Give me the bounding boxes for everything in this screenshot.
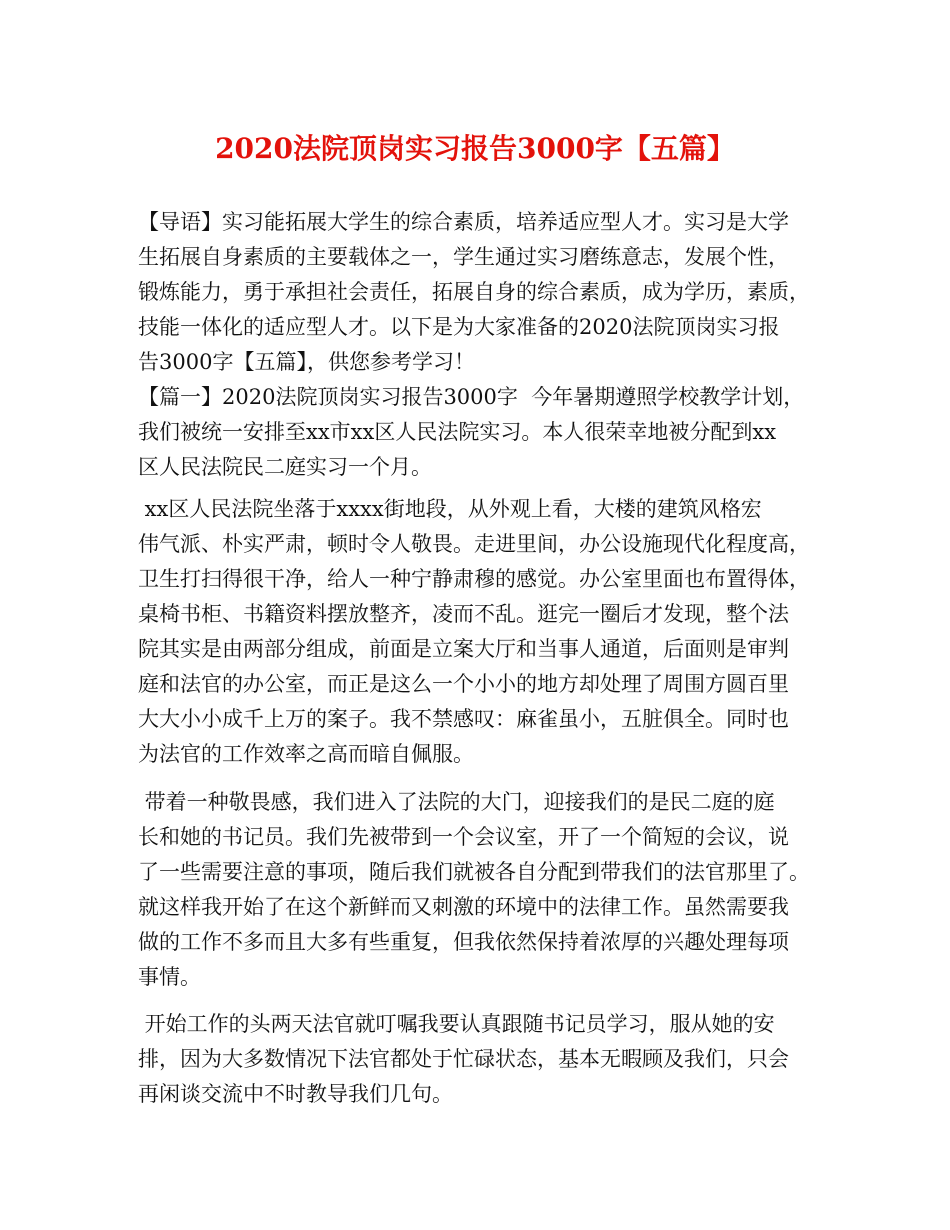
body-line: 事情。 <box>138 965 201 989</box>
body-line: 技能一体化的适应型人才。以下是为大家准备的2020法院顶岗实习报 <box>138 315 780 339</box>
body-line: 伟气派、朴实严肃，顿时令人敬畏。走进里间，办公设施现代化程度高， <box>138 532 810 556</box>
body-line: 我们被统一安排至xx市xx区人民法院实习。本人很荣幸地被分配到xx <box>138 420 777 444</box>
body-line: 院其实是由两部分组成，前面是立案大厅和当事人通道，后面则是审判 <box>138 637 789 661</box>
body-line: 长和她的书记员。我们先被带到一个会议室，开了一个简短的会议，说 <box>138 825 789 849</box>
body-line: 庭和法官的办公室，而正是这么一个小小的地方却处理了周围方圆百里 <box>138 672 789 696</box>
body-line: 了一些需要注意的事项，随后我们就被各自分配到带我们的法官那里了。 <box>138 860 810 884</box>
document-title: 2020法院顶岗实习报告3000字【五篇】 <box>215 132 735 165</box>
body-line: 卫生打扫得很干净，给人一种宁静肃穆的感觉。办公室里面也布置得体， <box>138 567 810 591</box>
body-line: 再闲谈交流中不时教导我们几句。 <box>138 1082 453 1106</box>
body-line: 开始工作的头两天法官就叮嘱我要认真跟随书记员学习，服从她的安 <box>138 1012 775 1036</box>
body-line: 做的工作不多而且大多有些重复，但我依然保持着浓厚的兴趣处理每项 <box>138 930 789 954</box>
body-line: 大大小小成千上万的案子。我不禁感叹：麻雀虽小，五脏俱全。同时也 <box>138 707 789 731</box>
body-line: xx区人民法院坐落于xxxx街地段，从外观上看，大楼的建筑风格宏 <box>138 497 762 521</box>
body-line: 告3000字【五篇】，供您参考学习！ <box>138 350 475 374</box>
body-line: 锻炼能力，勇于承担社会责任，拓展自身的综合素质，成为学历，素质， <box>138 280 810 304</box>
body-line: 带着一种敬畏感，我们进入了法院的大门，迎接我们的是民二庭的庭 <box>138 790 775 814</box>
body-line: 【导语】实习能拓展大学生的综合素质，培养适应型人才。实习是大学 <box>138 210 789 234</box>
body-line: 区人民法院民二庭实习一个月。 <box>138 455 432 479</box>
body-line: 生拓展自身素质的主要载体之一，学生通过实习磨练意志，发展个性， <box>138 245 789 269</box>
body-line: 【篇一】2020法院顶岗实习报告3000字 今年暑期遵照学校教学计划， <box>138 385 805 409</box>
body-line: 桌椅书柜、书籍资料摆放整齐，凌而不乱。逛完一圈后才发现，整个法 <box>138 602 789 626</box>
body-line: 就这样我开始了在这个新鲜而又刺激的环境中的法律工作。虽然需要我 <box>138 895 789 919</box>
body-line: 排，因为大多数情况下法官都处于忙碌状态，基本无暇顾及我们，只会 <box>138 1047 789 1071</box>
body-line: 为法官的工作效率之高而暗自佩服。 <box>138 742 474 766</box>
